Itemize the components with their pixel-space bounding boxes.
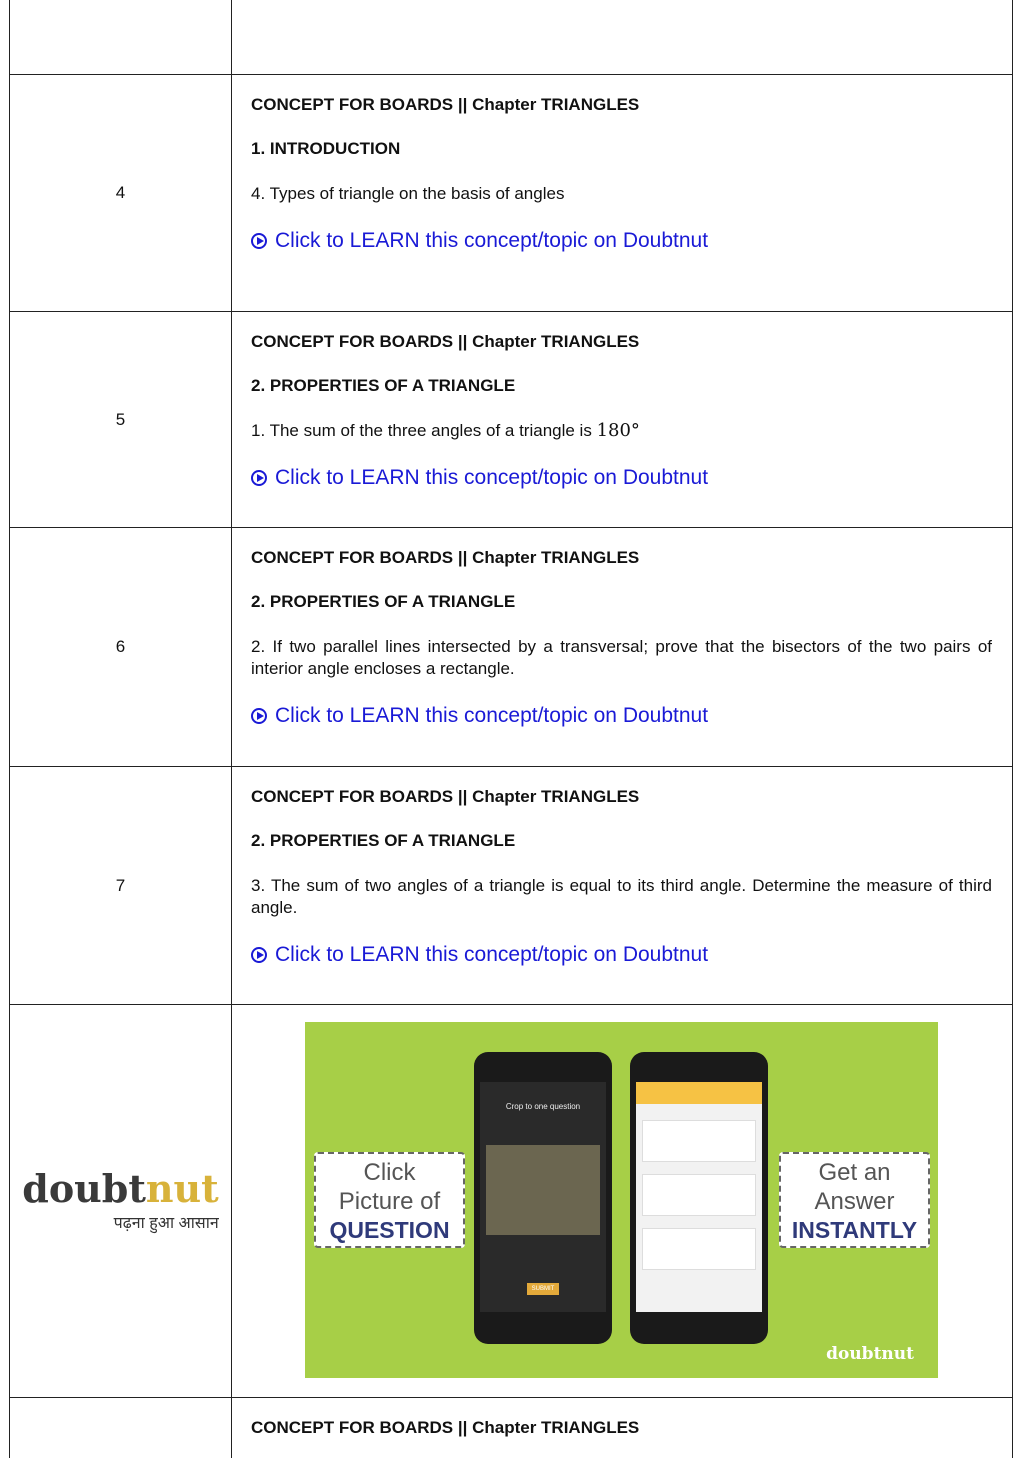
concept-heading: CONCEPT FOR BOARDS || Chapter TRIANGLES bbox=[251, 1418, 640, 1437]
concept-subheading: 2. PROPERTIES OF A TRIANGLE bbox=[251, 376, 516, 395]
row-number: 6 bbox=[10, 528, 232, 766]
concept-subheading: 2. PROPERTIES OF A TRIANGLE bbox=[251, 592, 516, 611]
learn-link[interactable]: Click to LEARN this concept/topic on Doubtnut bbox=[251, 943, 992, 967]
logo-tagline: पढ़ना हुआ आसान bbox=[113, 1215, 219, 1232]
play-icon bbox=[251, 947, 267, 963]
table-row bbox=[9, 312, 1013, 528]
learn-link[interactable]: Click to LEARN this concept/topic on Doubtnut bbox=[251, 704, 992, 728]
click-picture-card: Click Picture of QUESTION bbox=[314, 1152, 465, 1248]
concept-heading: CONCEPT FOR BOARDS || Chapter TRIANGLES bbox=[251, 787, 640, 806]
concept-text: 1. The sum of the three angles of a triangle is 180° bbox=[251, 420, 640, 441]
play-icon bbox=[251, 708, 267, 724]
get-answer-card: Get an Answer INSTANTLY bbox=[779, 1152, 930, 1248]
concept-subheading: 2. PROPERTIES OF A TRIANGLE bbox=[251, 831, 516, 850]
app-promo-banner[interactable] bbox=[305, 1022, 938, 1378]
table-row bbox=[9, 528, 1013, 767]
table-row bbox=[9, 1398, 1013, 1458]
concept-heading: CONCEPT FOR BOARDS || Chapter TRIANGLES bbox=[251, 95, 640, 114]
row-number: 7 bbox=[10, 767, 232, 1004]
row-number: 5 bbox=[10, 312, 232, 527]
row-number bbox=[10, 0, 232, 74]
concept-text: 3. The sum of two angles of a triangle is equal to its third angle. Determine the measure of third angle. bbox=[251, 876, 992, 917]
learn-link[interactable]: Click to LEARN this concept/topic on Doubtnut bbox=[251, 229, 992, 253]
banner-brand-logo: doubtnut bbox=[826, 1344, 914, 1364]
row-number: 4 bbox=[10, 75, 232, 311]
concept-text: 4. Types of triangle on the basis of angles bbox=[251, 184, 565, 203]
concept-subheading: 1. INTRODUCTION bbox=[251, 139, 401, 158]
learn-link[interactable]: Click to LEARN this concept/topic on Doubtnut bbox=[251, 466, 992, 490]
doubtnut-logo: doubtnut पढ़ना हुआ आसान bbox=[10, 1005, 232, 1397]
play-icon bbox=[251, 470, 267, 486]
table-row bbox=[9, 0, 1013, 75]
concept-heading: CONCEPT FOR BOARDS || Chapter TRIANGLES bbox=[251, 548, 640, 567]
phone-right bbox=[630, 1052, 768, 1344]
angle-value: 180° bbox=[596, 420, 640, 441]
play-icon bbox=[251, 233, 267, 249]
concept-text: 2. If two parallel lines intersected by a transversal; prove that the bisectors of the two pairs of interior angle encloses a rectangle. bbox=[251, 637, 992, 678]
table-row bbox=[9, 767, 1013, 1005]
table-row bbox=[9, 75, 1013, 312]
row-number bbox=[10, 1398, 232, 1458]
concept-heading: CONCEPT FOR BOARDS || Chapter TRIANGLES bbox=[251, 332, 640, 351]
phone-left: Crop to one question SUBMIT bbox=[474, 1052, 612, 1344]
